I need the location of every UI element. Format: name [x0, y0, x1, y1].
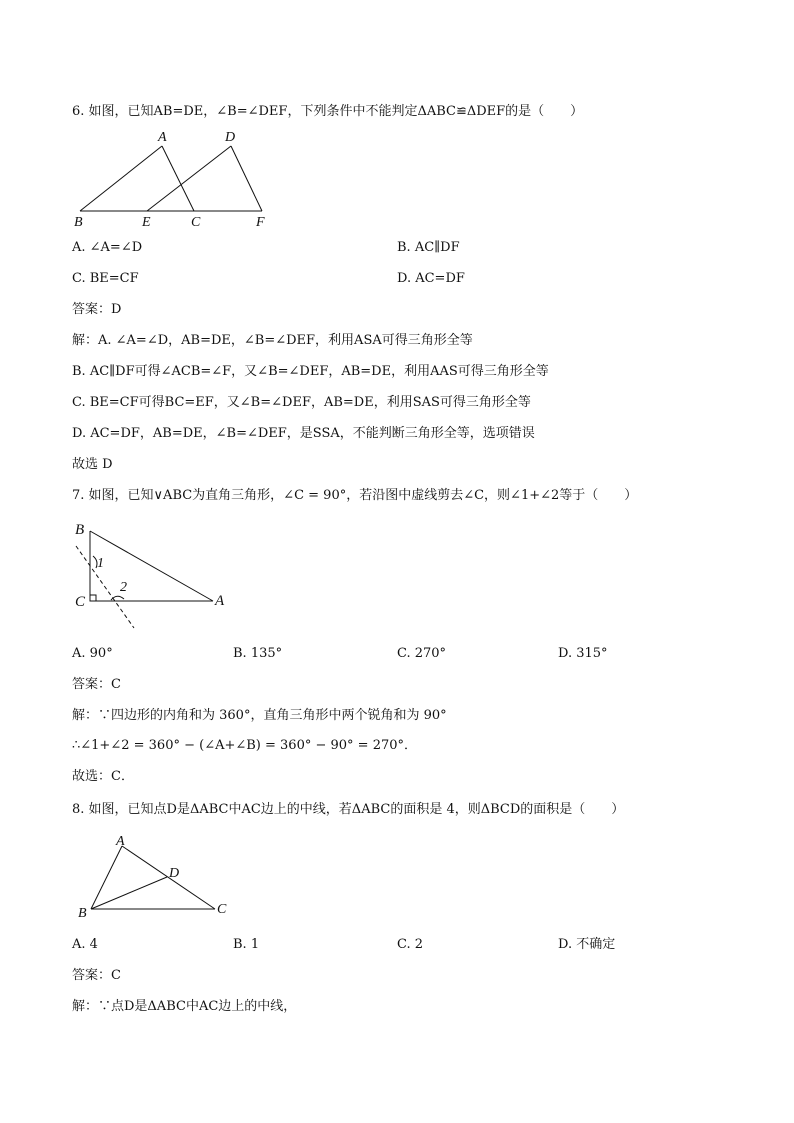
- q7-option-c: C. 270°: [397, 646, 447, 661]
- q8-option-a: A. 4: [72, 937, 98, 952]
- q8-option-c: C. 2: [397, 937, 424, 952]
- q8-label-D: D: [169, 866, 180, 881]
- q6-label-A: A: [158, 130, 167, 145]
- q6-solution-line-1: 解：A. ∠A=∠D，AB=DE，∠B=∠DEF，利用ASA可得三角形全等: [72, 333, 473, 348]
- q6-solution-line-4: D. AC=DF，AB=DE，∠B=∠DEF，是SSA，不能判断三角形全等，选项错误: [72, 426, 535, 441]
- q8-label-B: B: [78, 906, 87, 921]
- q8-label-A: A: [116, 834, 125, 849]
- q7-label-B: B: [75, 522, 85, 538]
- q6-option-b: B. AC∥DF: [397, 240, 460, 255]
- q8-option-d: D. 不确定: [558, 937, 616, 952]
- q6-answer: 答案：D: [72, 302, 122, 317]
- q7-option-b: B. 135°: [233, 646, 283, 661]
- q8-solution-line-1: 解：∵点D是ΔABC中AC边上的中线，: [72, 999, 297, 1014]
- q8-answer: 答案：C: [72, 968, 121, 983]
- q7-answer: 答案：C: [72, 677, 121, 692]
- q7-label-2: 2: [120, 580, 127, 595]
- q7-label-A: A: [215, 593, 225, 609]
- q6-label-F: F: [256, 215, 265, 230]
- q6-option-c: C. BE=CF: [72, 271, 139, 286]
- q7-solution-line-1: 解：∵四边形的内角和为 360°，直角三角形中两个锐角和为 90°: [72, 708, 447, 723]
- q7-label-1: 1: [97, 556, 104, 571]
- q7-stem: 7. 如图，已知∨ABC为直角三角形，∠C = 90°，若沿图中虚线剪去∠C，则∠1+∠2等于（ ）: [72, 488, 638, 503]
- q6-solution-line-3: C. BE=CF可得BC=EF，又∠B=∠DEF，AB=DE，利用SAS可得三角形全等: [72, 395, 531, 410]
- q8-option-b: B. 1: [233, 937, 260, 952]
- q6-final: 故选 D: [72, 457, 113, 472]
- q7-option-a: A. 90°: [72, 646, 113, 661]
- q6-label-C: C: [191, 215, 201, 230]
- q7-label-C: C: [75, 594, 86, 610]
- q6-label-D: D: [225, 130, 236, 145]
- q6-option-a: A. ∠A=∠D: [72, 240, 143, 255]
- q6-label-E: E: [142, 215, 151, 230]
- q6-solution-line-2: B. AC∥DF可得∠ACB=∠F，又∠B=∠DEF，AB=DE，利用AAS可得三角形全等: [72, 364, 549, 379]
- q6-stem: 6. 如图，已知AB=DE，∠B=∠DEF，下列条件中不能判定ΔABC≌ΔDEF的是（ ）: [72, 104, 584, 119]
- q7-solution-line-2: ∴∠1+∠2 = 360° − (∠A+∠B) = 360° − 90° = 270°．: [72, 738, 418, 753]
- q8-label-C: C: [217, 902, 227, 917]
- q7-final: 故选：C．: [72, 769, 134, 784]
- q6-label-B: B: [74, 215, 83, 230]
- q7-option-d: D. 315°: [558, 646, 608, 661]
- q6-option-d: D. AC=DF: [397, 271, 465, 286]
- q8-stem: 8. 如图，已知点D是ΔABC中AC边上的中线，若ΔABC的面积是 4，则ΔBCD的面积是（ ）: [72, 802, 625, 817]
